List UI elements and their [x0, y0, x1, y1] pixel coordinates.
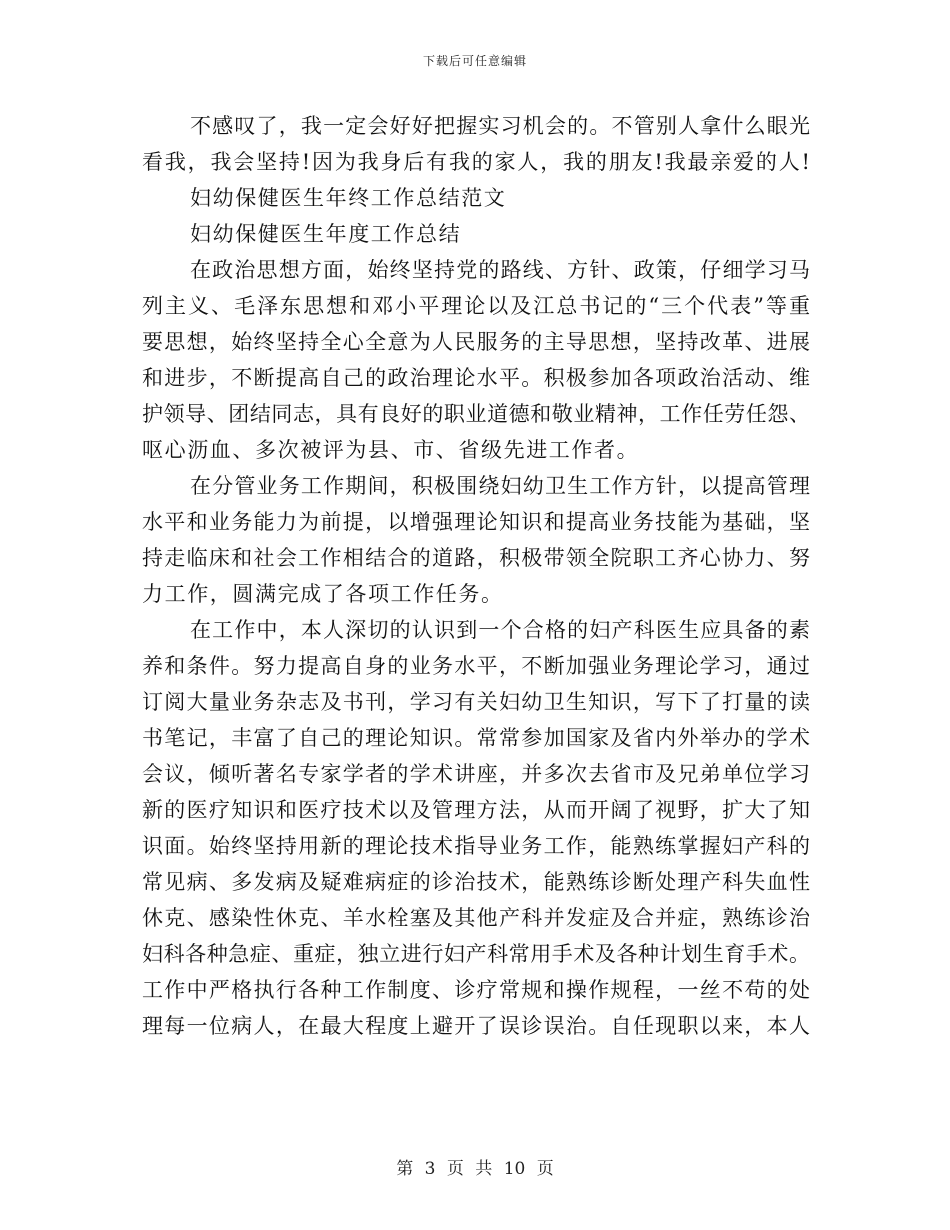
text-line: 列主义、毛泽东思想和邓小平理论以及江总书记的“三个代表”等重 [142, 294, 810, 318]
text-line: 和进步，不断提高自己的政治理论水平。积极参加各项政治活动、维 [142, 366, 810, 390]
text-line: 理每一位病人，在最大程度上避开了误诊误治。自任现职以来，本人 [142, 1014, 810, 1038]
text-line: 在分管业务工作期间，积极围绕妇幼卫生工作方针，以提高管理 [190, 474, 810, 498]
text-line: 妇幼保健医生年度工作总结 [190, 222, 462, 246]
text-line: 妇科各种急症、重症，独立进行妇产科常用手术及各种计划生育手术。 [142, 942, 810, 966]
text-line: 在政治思想方面，始终坚持党的路线、方针、政策，仔细学习马 [190, 258, 810, 282]
text-line: 新的医疗知识和医疗技术以及管理方法，从而开阔了视野，扩大了知 [142, 798, 810, 822]
text-line: 水平和业务能力为前提，以增强理论知识和提高业务技能为基础，坚 [142, 510, 810, 534]
text-line: 书笔记，丰富了自己的理论知识。常常参加国家及省内外举办的学术 [142, 726, 810, 750]
text-line: 订阅大量业务杂志及书刊，学习有关妇幼卫生知识，写下了打量的读 [142, 690, 810, 714]
text-line: 要思想，始终坚持全心全意为人民服务的主导思想，坚持改革、进展 [142, 330, 810, 354]
text-line: 力工作，圆满完成了各项工作任务。 [142, 582, 504, 606]
text-line: 休克、感染性休克、羊水栓塞及其他产科并发症及合并症，熟练诊治 [142, 906, 810, 930]
text-line: 持走临床和社会工作相结合的道路，积极带领全院职工齐心协力、努 [142, 546, 810, 570]
text-line: 会议，倾听著名专家学者的学术讲座，并多次去省市及兄弟单位学习 [142, 762, 810, 786]
text-line: 常见病、多发病及疑难病症的诊治技术，能熟练诊断处理产科失血性 [142, 870, 810, 894]
text-line: 在工作中，本人深切的认识到一个合格的妇产科医生应具备的素 [190, 618, 810, 642]
text-line: 呕心沥血、多次被评为县、市、省级先进工作者。 [142, 438, 640, 462]
text-line: 识面。始终坚持用新的理论技术指导业务工作，能熟练掌握妇产科的 [142, 834, 810, 858]
text-line: 护领导、团结同志，具有良好的职业道德和敬业精神，工作任劳任怨、 [142, 402, 810, 426]
document-body [142, 108, 810, 1044]
text-line: 养和条件。努力提高自身的业务水平，不断加强业务理论学习，通过 [142, 654, 810, 678]
text-line: 妇幼保健医生年终工作总结范文 [190, 186, 507, 210]
text-line: 工作中严格执行各种工作制度、诊疗常规和操作规程，一丝不苟的处 [142, 978, 810, 1002]
text-line: 看我，我会坚持!因为我身后有我的家人，我的朋友!我最亲爱的人! [142, 150, 810, 174]
page-footer: 第 3 页 共 10 页 [396, 1159, 554, 1179]
text-line: 不感叹了，我一定会好好把握实习机会的。不管别人拿什么眼光 [190, 114, 810, 138]
page-header: 下载后可任意编辑 [422, 54, 527, 68]
